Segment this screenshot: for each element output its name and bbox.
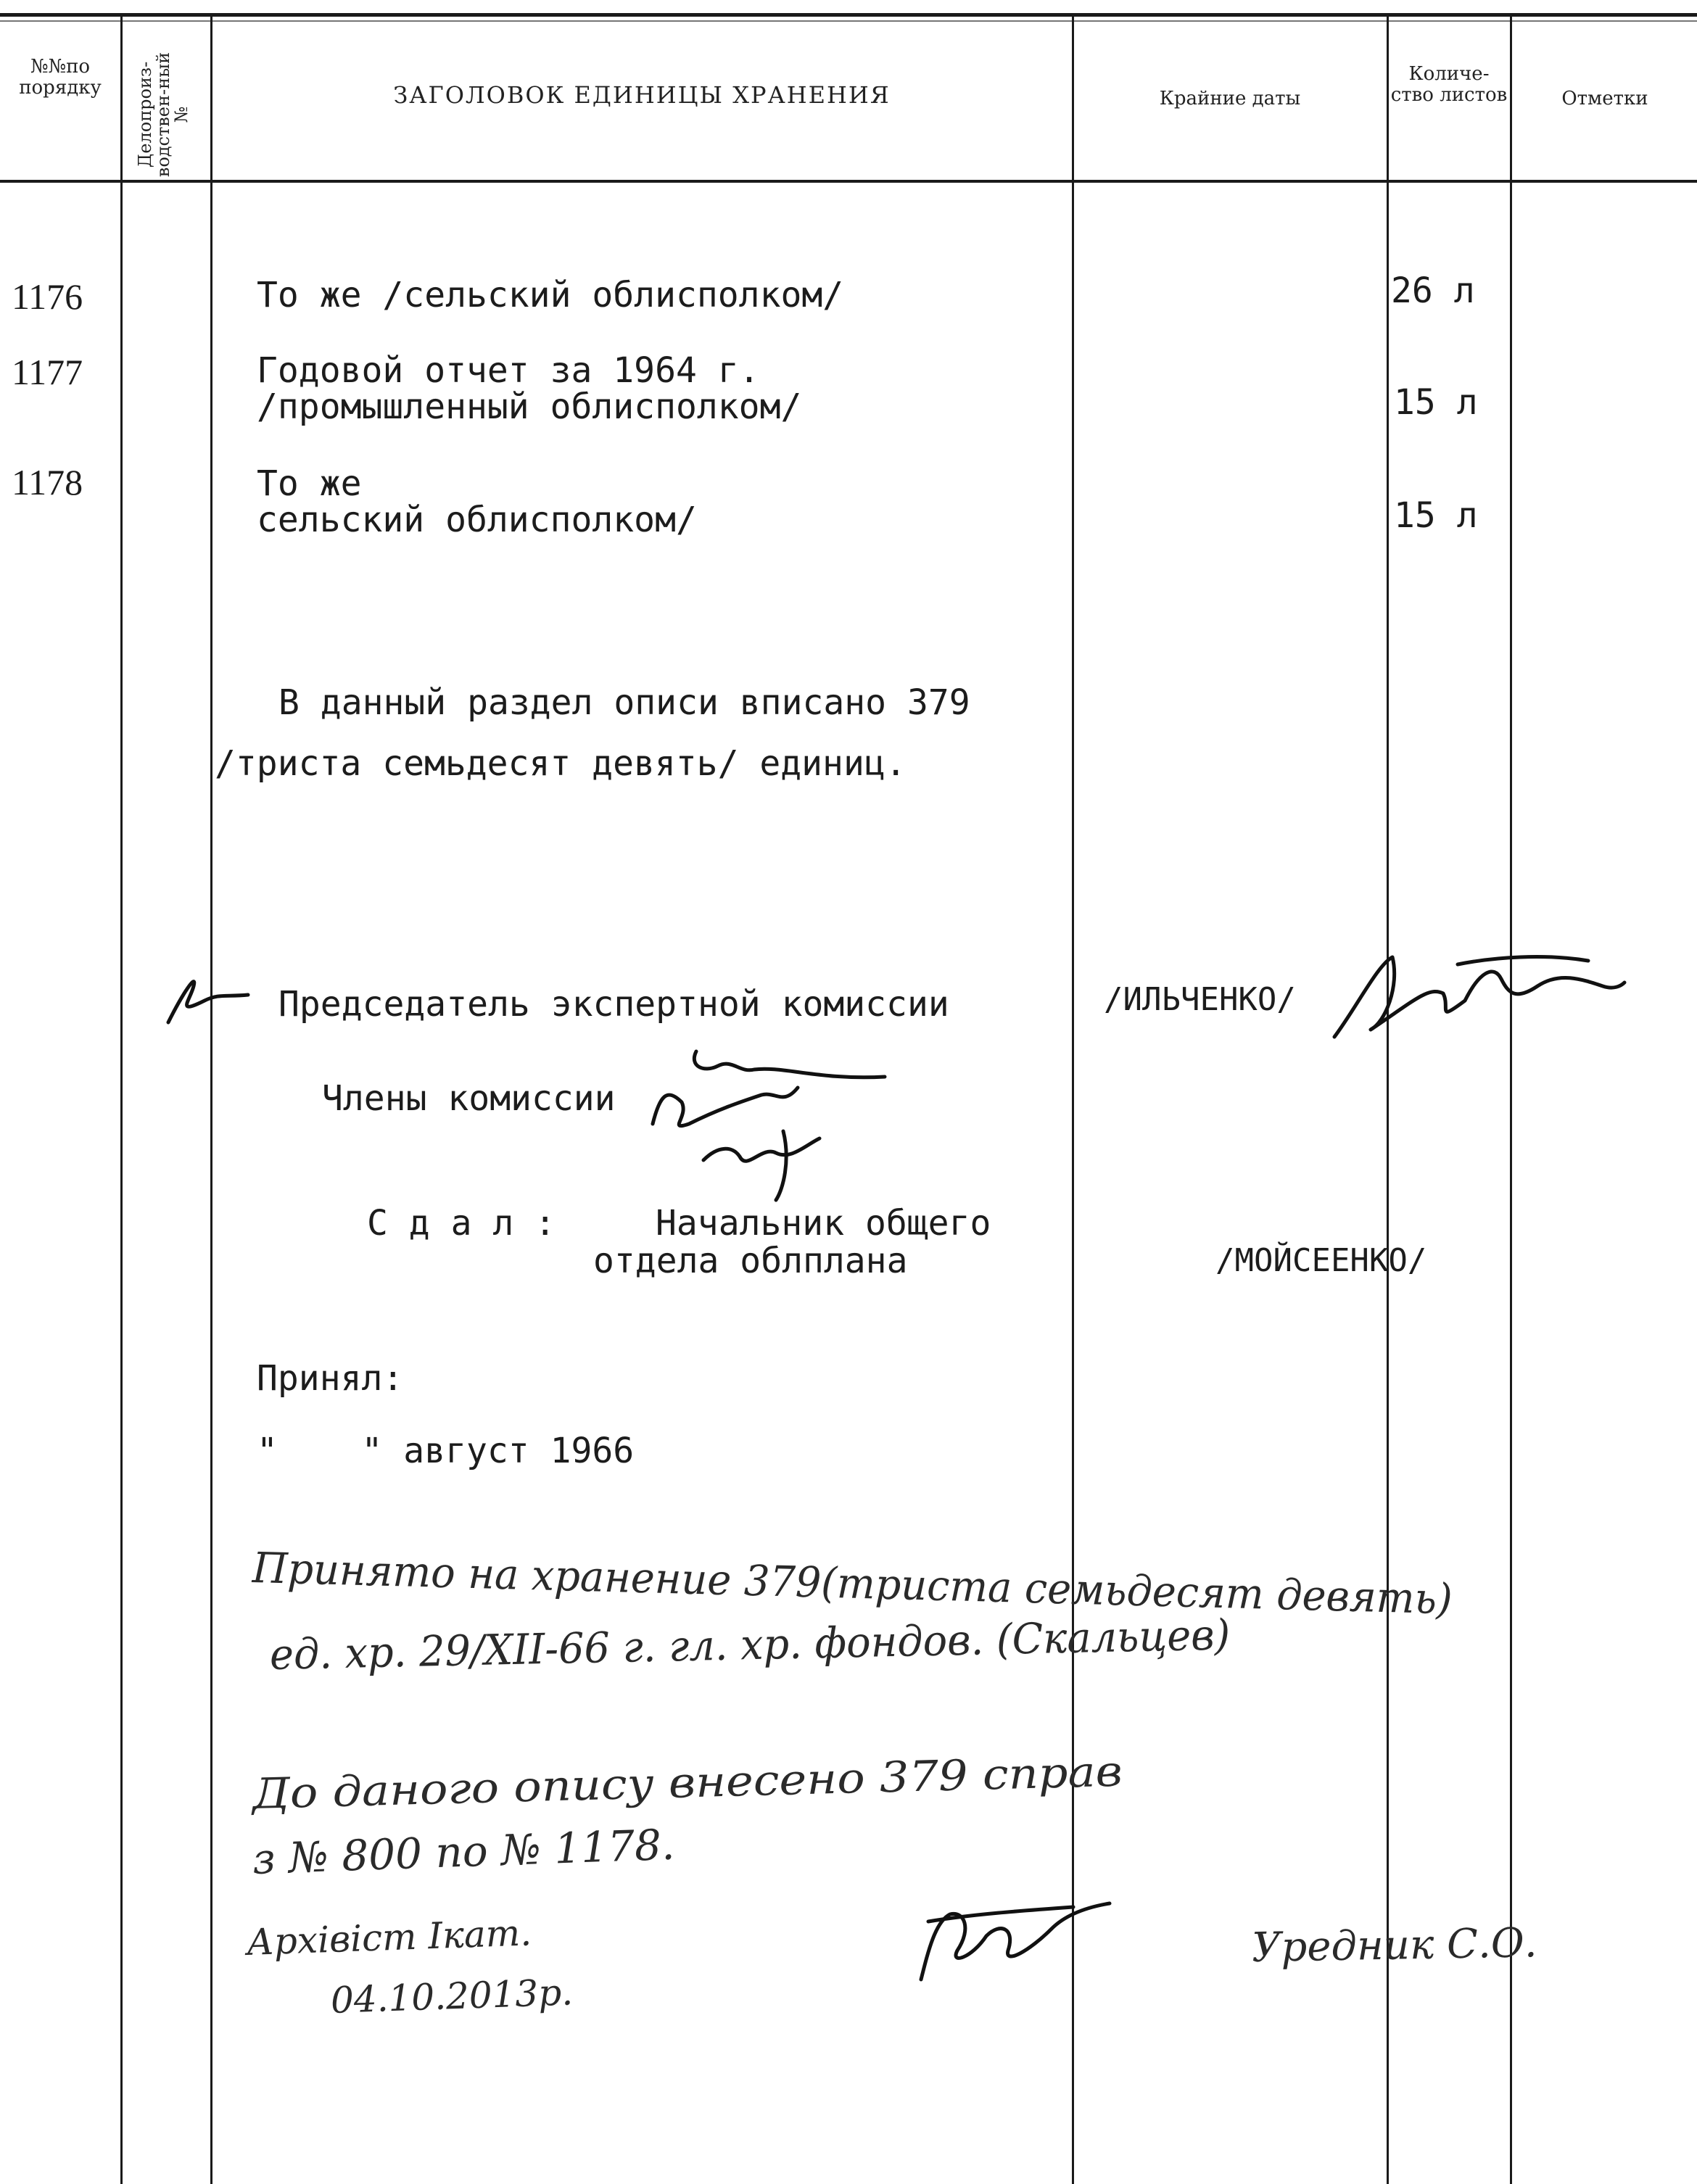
header-office-number: Делопроиз-водствен-ный №	[135, 51, 191, 178]
handover-name: /МОЙСЕЕНКО/	[1215, 1242, 1427, 1279]
handwritten-note-2-line2: з № 800 по № 1178.	[251, 1819, 676, 1884]
archivist-name: Уредник С.О.	[1251, 1919, 1538, 1972]
summary-line-1: В данный раздел описи вписано 379	[278, 682, 970, 723]
header-title: ЗАГОЛОВОК ЕДИНИЦЫ ХРАНЕНИЯ	[393, 81, 891, 109]
header-sheets: Количе-ство листов	[1390, 63, 1508, 106]
accepted-date: " " август 1966	[257, 1431, 635, 1471]
column-rule-1	[120, 16, 123, 2184]
members-label: Члены комиссии	[322, 1078, 616, 1119]
handover-position-line2: отдела облплана	[593, 1241, 908, 1281]
top-rule	[0, 13, 1697, 17]
handwritten-note-2-line1: До даного опису внесено 379 справ	[252, 1746, 1123, 1819]
row-number: 1178	[12, 462, 83, 502]
row-title-line2: /промышленный облисполком/	[257, 386, 802, 427]
header-dates: Крайние даты	[1159, 88, 1301, 109]
top-rule-thin	[0, 20, 1697, 22]
chairman-signature	[1327, 943, 1632, 1051]
handwritten-note-1-line2: ед. хр. 29/XII-66 г. гл. хр. фондов. (Скальцев)	[269, 1610, 1231, 1679]
row-number: 1176	[12, 276, 83, 317]
row-sheets: 15 л	[1394, 382, 1478, 423]
column-rule-3	[1072, 16, 1074, 2184]
archivist-signature	[907, 1893, 1124, 2001]
header-bottom-rule	[0, 180, 1697, 183]
chairman-initial-signature	[161, 964, 255, 1030]
accepted-label: Принял:	[257, 1358, 404, 1399]
row-title-line2: сельский облисполком/	[257, 500, 697, 540]
summary-line-2: /триста семьдесят девять/ единиц.	[215, 743, 907, 784]
handwritten-note-1-line1: Принято на хранение 379(триста семьдесят девять)	[252, 1543, 1453, 1624]
row-title: Годовой отчет за 1964 г.	[257, 350, 760, 391]
chairman-name: /ИЛЬЧЕНКО/	[1104, 981, 1296, 1018]
row-sheets: 15 л	[1394, 495, 1478, 536]
handover-label: С д а л :	[367, 1203, 556, 1244]
members-signatures	[638, 1037, 899, 1204]
row-title: То же /сельский облисполком/	[257, 275, 844, 315]
header-notes: Отметки	[1561, 88, 1648, 109]
column-rule-4	[1387, 16, 1389, 2184]
row-title: То же	[257, 463, 362, 504]
row-sheets: 26 л	[1391, 270, 1475, 311]
handover-position-line1: Начальник общего	[656, 1203, 991, 1244]
header-number: №№по порядку	[19, 56, 102, 99]
archivist-title: Архівіст Ікат.	[245, 1911, 532, 1964]
column-rule-2	[210, 16, 212, 2184]
column-rule-5	[1510, 16, 1512, 2184]
chairman-label: Председатель экспертной комиссии	[278, 984, 949, 1025]
row-number: 1177	[12, 352, 83, 392]
archivist-date: 04.10.2013р.	[329, 1971, 574, 2022]
